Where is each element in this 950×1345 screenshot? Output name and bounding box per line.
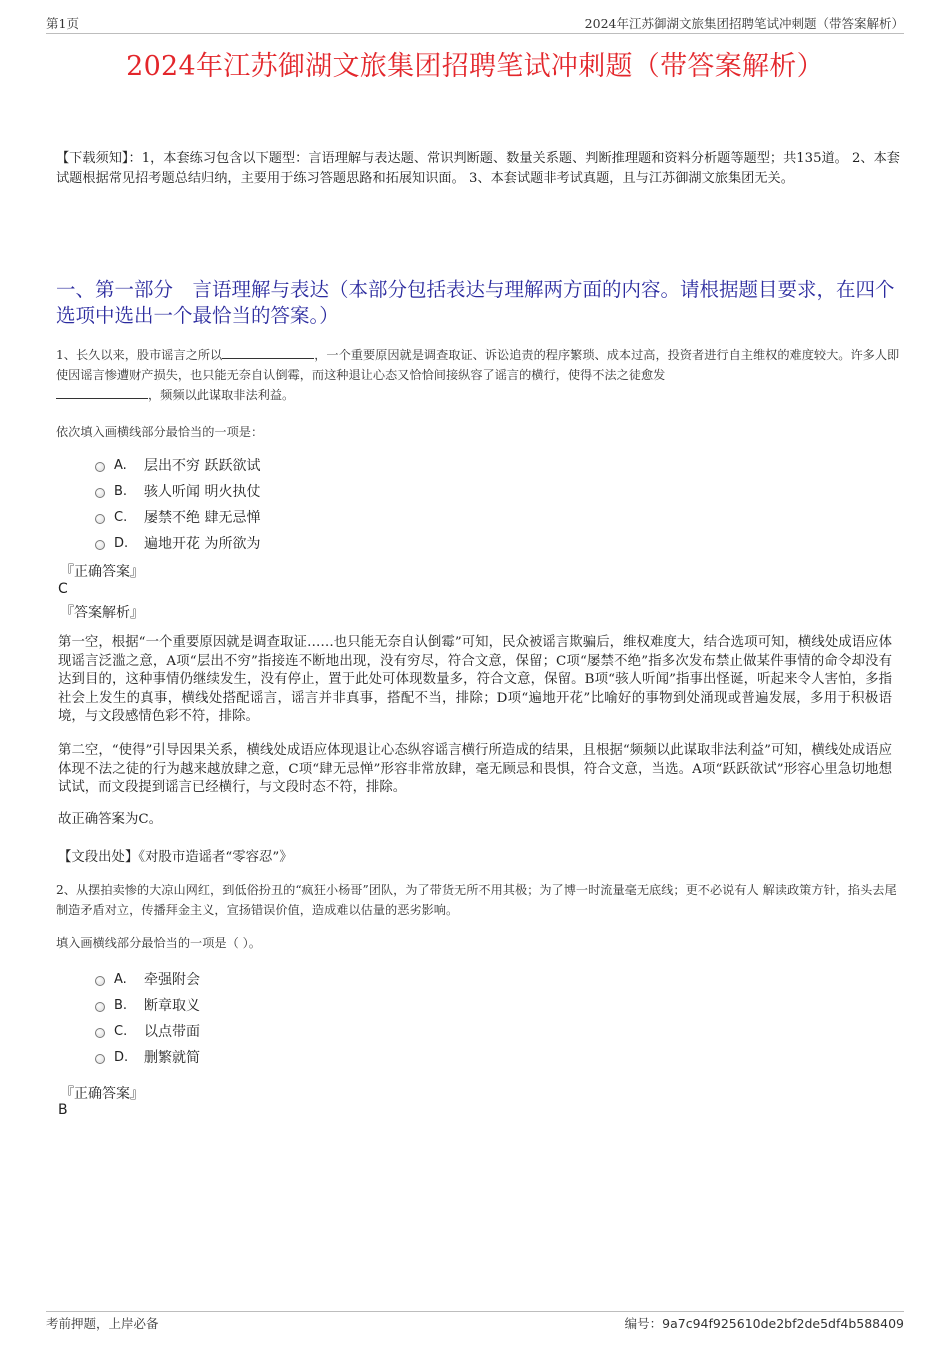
option-text: 骇人听闻 明火执仗: [144, 484, 261, 500]
question-2-option-b[interactable]: [95, 995, 200, 1015]
option-text: 屡禁不绝 肆无忌惮: [144, 510, 261, 526]
option-letter: A.: [114, 457, 127, 473]
radio-icon[interactable]: [95, 1054, 105, 1064]
option-text: 以点带面: [144, 1024, 200, 1040]
section-heading: 一、第一部分 言语理解与表达（本部分包括表达与理解两方面的内容。请根据题目要求，在四个选项中选出一个最恰当的答案。）: [56, 278, 895, 327]
radio-icon[interactable]: [95, 540, 105, 550]
radio-icon[interactable]: [95, 462, 105, 472]
radio-icon[interactable]: [95, 1002, 105, 1012]
question-1-answer: C: [58, 581, 68, 597]
option-text: 断章取义: [144, 998, 200, 1014]
header-doc-title: 2024年江苏御湖文旅集团招聘笔试冲刺题（带答案解析）: [584, 16, 904, 31]
question-1-option-a[interactable]: [95, 455, 260, 475]
question-1-text-part-b: ，一个重要原因就是调查取证、诉讼追责的程序繁琐、成本过高，投资者进行自主维权的难度较大。许多人即使因谣言惨遭财产损失，也只能无奈自认倒霉，而这种退让心态又恰恰间接纵容了谣言的横行，使得不法之徒愈发: [56, 348, 900, 382]
question-1-analysis-paragraph-2: 第二空，“使得”引导因果关系，横线处成语应体现退让心态纵容谣言横行所造成的结果，且根据“频频以此谋取非法利益”可知，横线处成语应体现不法之徒的行为越来越放肆之意，C项“肆无忌惮”形容非常放肆，毫无顾忌和畏惧，符合文意，当选。A项“跃跃欲试”形容心里急切地想试试，而文段提到谣言已经横行，与文段时态不符，排除。: [58, 743, 892, 796]
option-letter: D.: [114, 1049, 129, 1065]
option-letter: D.: [114, 535, 129, 551]
question-2-option-a[interactable]: [95, 969, 200, 989]
option-letter: A.: [114, 971, 127, 987]
answer-blank: [56, 386, 148, 399]
page-number: 第1页: [46, 16, 79, 31]
option-letter: C.: [114, 509, 128, 525]
radio-icon[interactable]: [95, 488, 105, 498]
question-2-option-c[interactable]: [95, 1021, 200, 1041]
question-2-answer: B: [58, 1102, 68, 1118]
question-1-answer-label: 『正确答案』: [60, 564, 144, 580]
footer-divider: [46, 1311, 904, 1312]
option-letter: B.: [114, 483, 128, 499]
question-1-prompt: 依次填入画横线部分最恰当的一项是：: [56, 425, 264, 439]
download-notice: 【下载须知】：1，本套练习包含以下题型：言语理解与表达题、常识判断题、数量关系题、判断推理题和资料分析题等题型；共135道。 2、本套试题根据常见招考题总结归纳，主要用于练习答题思路和拓展知识面。 3、本套试题非考试真题，且与江苏御湖文旅集团无关。: [56, 151, 900, 186]
question-1-text-part-a: 1、长久以来，股市谣言之所以: [56, 348, 223, 362]
header-divider: [46, 33, 904, 34]
question-1-conclusion: 故正确答案为C。: [58, 812, 162, 827]
document-code: [625, 1314, 904, 1332]
question-1-text: [56, 345, 901, 405]
radio-icon[interactable]: [95, 1028, 105, 1038]
option-text: 牵强附会: [144, 972, 200, 988]
option-letter: B.: [114, 997, 128, 1013]
question-2-option-d[interactable]: [95, 1047, 200, 1067]
question-1-option-d[interactable]: [95, 533, 260, 553]
document-code-value: 9a7c94f925610de2bf2de5df4b588409: [662, 1316, 904, 1331]
answer-blank: [222, 346, 314, 359]
radio-icon[interactable]: [95, 976, 105, 986]
document-code-label: 编号：: [624, 1316, 663, 1331]
footer-slogan: 考前押题，上岸必备: [46, 1316, 159, 1331]
radio-icon[interactable]: [95, 514, 105, 524]
page-title: 2024年江苏御湖文旅集团招聘笔试冲刺题（带答案解析）: [126, 51, 824, 82]
question-1-text-part-c: ，频频以此谋取非法利益。: [148, 388, 295, 402]
question-1-analysis-paragraph-1: 第一空，根据“一个重要原因就是调查取证……也只能无奈自认倒霉”可知，民众被谣言欺骗后，维权难度大，结合选项可知，横线处成语应体现谣言泛滥之意，A项“层出不穷”指接连不断地出现，没有穷尽，符合文意，保留；C项“屡禁不绝”指多次发布禁止做某件事情的命令却没有达到目的，这种事情仍继续发生，没有停止，置于此处可体现数量多，符合文意，保留。B项“骇人听闻”指事出怪诞，听起来令人害怕，多指社会上发生的真事，横线处搭配谣言，谣言并非真事，搭配不当，排除；D项“遍地开花”比喻好的事物到处涌现或普遍发展，多用于积极语境，与文段感情色彩不符，排除。: [58, 635, 892, 725]
question-2-text: 2、从摆拍卖惨的大凉山网红，到低俗扮丑的“疯狂小杨哥”团队，为了带货无所不用其极；为了博一时流量毫无底线；更不必说有人 解读政策方针，掐头去尾制造矛盾对立，传播拜金主义，宣扬错误价值，造成难以估量的恶劣影响。: [56, 883, 897, 917]
question-1-option-c[interactable]: [95, 507, 260, 527]
question-1-analysis-label: 『答案解析』: [60, 605, 144, 621]
question-1-option-b[interactable]: [95, 481, 260, 501]
option-letter: C.: [114, 1023, 128, 1039]
option-text: 遍地开花 为所欲为: [144, 536, 261, 552]
option-text: 删繁就简: [144, 1050, 200, 1066]
question-2-prompt: 填入画横线部分最恰当的一项是（ ）。: [56, 936, 261, 950]
option-text: 层出不穷 跃跃欲试: [144, 458, 261, 474]
question-2-answer-label: 『正确答案』: [60, 1086, 144, 1102]
question-1-source: 【文段出处】《对股市造谣者“零容忍”》: [58, 850, 293, 865]
